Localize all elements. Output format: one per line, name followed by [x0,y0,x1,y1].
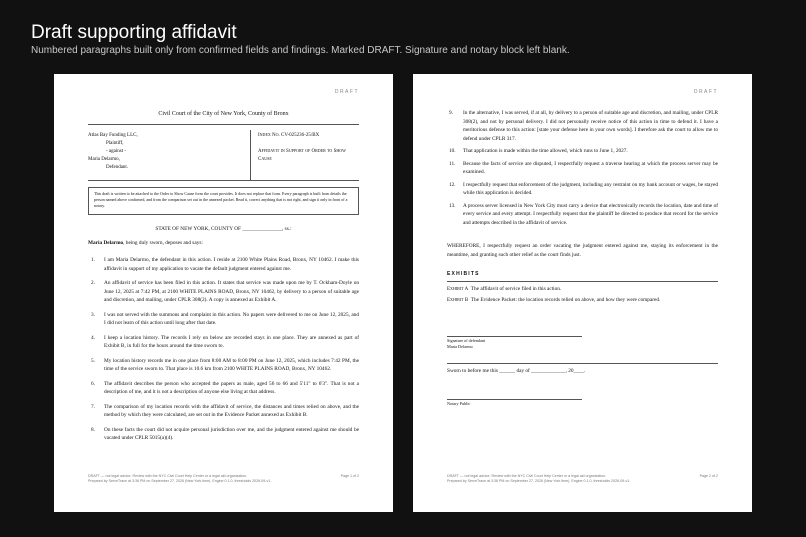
numbered-paragraph [447,109,718,143]
caption-top-rule [88,124,359,125]
paragraph-number: 4. [91,334,95,341]
paragraph-text: My location history records me in one place from 8:00 AM to 8:00 PM on June 12, 2025, which includes 7:42 PM, the time of the service sworn to. That place is 10.6 km from 2100 WHITE PLAINS ROAD, Bronx, NY 10462. [104,357,359,372]
numbered-paragraph [88,279,359,305]
court-name: Civil Court of the City of New York, County of Bronx [158,111,289,117]
page-subtitle: Numbered paragraphs built only from confirmed fields and findings. Marked DRAFT. Signature and notary block left blank. [31,45,570,56]
paragraph-text: In the alternative, I was served, if at all, by delivery to a person of suitable age and discretion, and mailing, under CPLR 308(2), and not by personal delivery. I did not personally receive notice of this action in time to defend it. I have a meritorious defense to this action: [state your defense here in your own words]. I therefore ask the court to allow me to defend under CPLR 317. [463,110,718,142]
document-page-1 [54,74,393,512]
paragraph-number: 5. [91,357,95,364]
paragraph-number: 1. [91,257,95,263]
signature-name: Maria Delarmo [447,344,473,349]
numbered-paragraph [88,256,359,273]
paragraph-number: 7. [91,403,95,410]
numbered-paragraph [88,380,359,397]
caption-index [258,132,358,164]
index-number: Index No. CV-025236-25/BX [258,133,320,138]
paragraph-text: An affidavit of service has been filed in this action. It states that service was made upon me by T. Ockham-Doyle on June 12, 2025 at 7:42 PM, at 2100 WHITE PLAINS ROAD, Bronx, NY 10462, by delivery to a person of suitable age and discretion, and mailing, under CPLR 308(2). A copy is annexed as Exhibit A. [104,280,359,303]
exhibit-b [447,297,660,303]
caption-divider [250,130,251,180]
paragraph-list [447,109,718,231]
paragraph-number: 8. [91,426,95,433]
signature-label: Signature of defendant [447,338,486,343]
caption-parties [88,132,248,172]
paragraph-number: 2. [91,280,95,286]
deponent-intro-text: , being duly sworn, deposes and says: [123,240,203,246]
jurat-line: Sworn to before me this ______ day of _____________, 20____. [447,368,586,374]
document-title: Affidavit in Support of Order to Show Cause [258,149,346,162]
paragraph-text: The comparison of my location records with the affidavit of service, the distances and times relied on above, and the method by which they were calculated, are set out in the Evidence Packet annexed as Exhibit B. [104,403,359,418]
paragraph-text: A process server licensed in New York City must carry a device that electronically records the location, date and time of every service and every attempt. I respectfully request that the plaintiff be directed to produce that record for the service and attempts described in the affidavit of service. [463,202,718,226]
defendant-name: Maria Delarmo, [88,157,120,162]
signature-block [447,338,485,350]
page-number: Page 1 of 2 [340,474,359,478]
exhibit-label: Exhibit A [447,287,469,292]
exhibits-heading: EXHIBITS [447,271,480,277]
page-number: Page 2 of 2 [699,474,718,478]
paragraph-number: 3. [91,311,95,318]
numbered-paragraph [447,147,718,156]
defendant-role: Defendant. [106,165,129,170]
deponent-intro [88,240,203,246]
paragraph-number: 10. [449,148,456,154]
exhibit-label: Exhibit B [447,298,469,303]
document-page-2 [413,74,752,512]
paragraph-number: 13. [449,202,456,209]
notary-label: Notary Public [447,401,471,406]
caption-bottom-rule [88,180,359,181]
numbered-paragraph [447,160,718,177]
exhibit-text: The affidavit of service filed in this action. [470,286,562,292]
exhibit-text: The Evidence Packet: the location records relied on above, and how they were compared. [470,297,661,303]
paragraph-list [88,256,359,449]
plaintiff-name: Atlas Bay Funding LLC, [88,133,138,138]
signature-line [447,336,582,337]
paragraph-text: The affidavit describes the person who accepted the papers as male, aged 56 to 66 and 5'11" to 6'3". That is not a description of me, and it is not a description of anyone else living at that address. [104,380,359,395]
paragraph-text: That application is made within the time allowed, which runs to June 1, 2027. [463,148,628,154]
wherefore-clause: WHEREFORE, I respectfully request an order vacating the judgment entered against me, staying its enforcement in the meantime, and granting such other relief as the court finds just. [447,243,718,258]
numbered-paragraph [88,357,359,374]
paragraph-number: 6. [91,380,95,387]
numbered-paragraph [447,202,718,228]
draft-watermark: DRAFT [334,89,359,95]
numbered-paragraph [447,181,718,198]
paragraph-text: Because the facts of service are disputed, I respectfully request a traverse hearing at which the process server may be examined. [463,160,718,175]
paragraph-number: 11. [449,160,456,167]
page-title: Draft supporting affidavit [31,22,237,43]
numbered-paragraph [88,426,359,443]
footer-disclaimer: DRAFT — not legal advice. Review with the NYC Civil Court Help Center or a legal aid organization. [447,474,607,478]
footer-prepared: Prepared by ServeTrace at 3:36 PM on September 27, 2026 (New York time). Engine 0.1.0, thresholds 2026-09-v1. [447,479,631,483]
exhibits-rule [447,281,718,282]
paragraph-text: I was not served with the summons and complaint in this action. No papers were delivered to me on June 12, 2025, and I did not learn of this action until long after that date. [104,311,359,326]
footer-prepared: Prepared by ServeTrace at 3:36 PM on September 27, 2026 (New York time). Engine 0.1.0, thresholds 2026-09-v1. [88,479,272,483]
page-footer [88,474,359,484]
exhibit-a [447,286,561,292]
plaintiff-role: Plaintiff, [106,141,124,146]
venue-line: STATE OF NEW YORK, COUNTY OF _______________, ss.: [155,226,292,232]
numbered-paragraph [88,403,359,420]
draft-watermark: DRAFT [693,89,718,95]
notary-signature-line [447,399,582,400]
paragraph-text: I keep a location history. The records I rely on below are recorded stays in one place. They are annexed as part of Exhibit B, in full for the hours around the time sworn to. [104,334,359,349]
deponent-name: Maria Delarmo [88,240,124,246]
jurat-rule [447,363,718,364]
paragraph-text: On these facts the court did not acquire personal jurisdiction over me, and the judgment entered against me should be vacated under CPLR 5015(a)(4). [104,426,359,441]
draft-note-box: This draft is written to be attached to the Order to Show Cause form the court provides. It does not replace that form. Every paragraph is built from details the person named above confirmed, and from the comparison set out in the annexed packet. Read it, correct anything that is not right, and sign it only in front of a notary. [88,187,359,215]
page-footer [447,474,718,484]
numbered-paragraph [88,311,359,328]
versus-label: - against - [106,149,126,154]
paragraph-text: I am Maria Delarmo, the defendant in this action. I reside at 2100 White Plains Road, Bronx, NY 10462. I make this affidavit in support of my application to vacate the default judgment entered against me. [104,257,359,272]
paragraph-text: I respectfully request that enforcement of the judgment, including any restraint on my bank account or wages, be stayed while this application is decided. [463,181,718,196]
paragraph-number: 12. [449,181,456,188]
numbered-paragraph [88,334,359,351]
footer-disclaimer: DRAFT — not legal advice. Review with the NYC Civil Court Help Center or a legal aid organization. [88,474,248,478]
paragraph-number: 9. [449,110,453,116]
